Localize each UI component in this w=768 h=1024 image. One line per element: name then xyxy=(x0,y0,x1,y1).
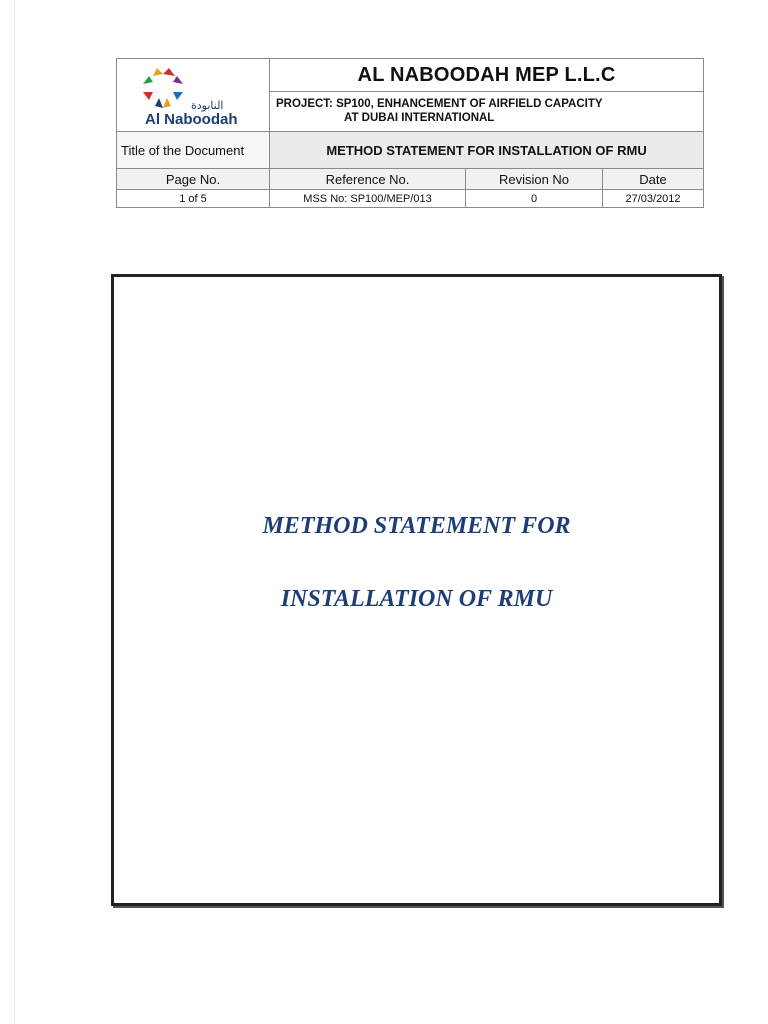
page-edge-rule xyxy=(14,0,15,1024)
date-value: 27/03/2012 xyxy=(603,190,704,208)
document-header-table xyxy=(116,58,704,208)
company-name: AL NABOODAH MEP L.L.C xyxy=(270,59,704,92)
cover-title-box xyxy=(111,274,722,906)
project-line-2: AT DUBAI INTERNATIONAL xyxy=(344,112,495,124)
document-title: METHOD STATEMENT FOR INSTALLATION OF RMU xyxy=(270,132,704,169)
logo-cell xyxy=(117,59,270,132)
logo-arabic-text: النابودة xyxy=(191,99,224,112)
project-description xyxy=(270,92,704,132)
al-naboodah-logo-icon xyxy=(135,65,191,111)
date-header: Date xyxy=(603,169,704,190)
revision-no-value: 0 xyxy=(466,190,603,208)
title-of-document-label: Title of the Document xyxy=(117,132,270,169)
cover-title-line-1: METHOD STATEMENT FOR xyxy=(262,513,571,539)
revision-no-header: Revision No xyxy=(466,169,603,190)
page-no-header: Page No. xyxy=(117,169,270,190)
page-no-value: 1 of 5 xyxy=(117,190,270,208)
project-line-1: PROJECT: SP100, ENHANCEMENT OF AIRFIELD CAPACITY xyxy=(276,98,603,110)
logo-english-text: Al Naboodah xyxy=(145,111,238,128)
reference-no-header: Reference No. xyxy=(270,169,466,190)
reference-no-value: MSS No: SP100/MEP/013 xyxy=(270,190,466,208)
cover-title-line-2: INSTALLATION OF RMU xyxy=(280,586,553,612)
